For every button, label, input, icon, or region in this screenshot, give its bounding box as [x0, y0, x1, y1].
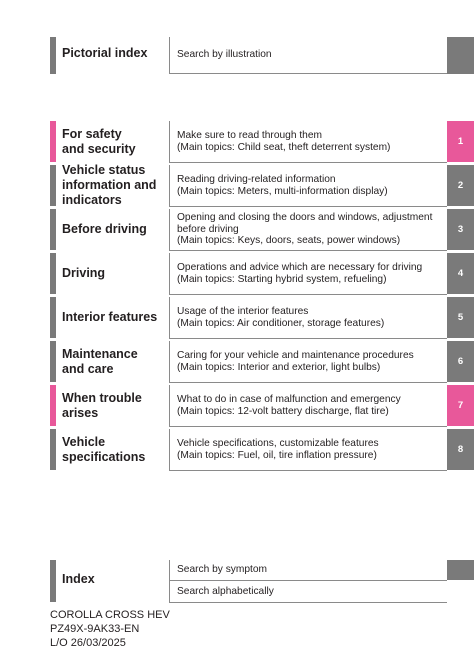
chapter-description-line: Usage of the interior features	[177, 306, 309, 317]
divider	[169, 385, 170, 426]
chapter-description-line: Vehicle specifications, customizable features	[177, 438, 379, 449]
chapter-title-line: Vehicle status	[62, 163, 146, 177]
chapter-description	[177, 121, 442, 162]
chapter-title[interactable]	[62, 253, 105, 294]
chapter-description-line: What to do in case of malfunction and emergency	[177, 394, 401, 405]
divider	[169, 338, 447, 339]
chapter-title-line: When trouble	[62, 390, 142, 405]
divider	[169, 382, 447, 383]
chapter-title-line: information and	[62, 178, 157, 192]
pictorial-index-title[interactable]: Pictorial index	[62, 46, 148, 60]
chapter-description-line: before driving	[177, 223, 239, 235]
footer-model: COROLLA CROSS HEV	[50, 609, 170, 621]
chapter-description-line: (Main topics: 12-volt battery discharge, flat tire)	[177, 405, 389, 417]
chapter-title[interactable]	[62, 209, 147, 250]
chapter-title[interactable]	[62, 429, 145, 470]
divider	[169, 37, 170, 74]
footer-code: PZ49X-9AK33-EN	[50, 623, 140, 635]
chapter-description-line: Opening and closing the doors and windows, adjustment	[177, 212, 433, 224]
chapter-description-line: (Main topics: Meters, multi-information display)	[177, 185, 388, 197]
chapter-bar	[50, 209, 56, 250]
chapter-title[interactable]	[62, 165, 156, 206]
chapter-description-line: Caring for your vehicle and maintenance procedures	[177, 350, 414, 361]
chapter-description-line: Make sure to read through them	[177, 130, 322, 141]
divider	[169, 121, 170, 162]
divider	[169, 209, 170, 250]
chapter-description	[177, 429, 442, 470]
chapter-description-line: (Main topics: Child seat, theft deterrent system)	[177, 141, 391, 153]
divider	[169, 73, 447, 74]
chapter-tab[interactable]: 3	[447, 209, 474, 250]
pictorial-index-bar	[50, 37, 56, 74]
chapter-title[interactable]	[62, 297, 157, 338]
divider	[169, 165, 170, 206]
index-tab	[447, 560, 474, 580]
chapter-tab[interactable]: 2	[447, 165, 474, 206]
chapter-title-line: For safety	[62, 126, 122, 141]
chapter-description	[177, 297, 442, 338]
chapter-title-line: Driving	[62, 266, 106, 280]
chapter-title-line: Interior features	[62, 310, 158, 324]
chapter-description	[177, 165, 442, 206]
chapter-description-line: (Main topics: Starting hybrid system, refueling)	[177, 273, 387, 285]
search-by-illustration-link[interactable]: Search by illustration	[177, 49, 272, 61]
divider	[169, 560, 170, 602]
search-alphabetically-link[interactable]: Search alphabetically	[177, 585, 274, 597]
chapter-bar	[50, 165, 56, 206]
chapter-tab[interactable]: 1	[447, 121, 474, 162]
chapter-description	[177, 209, 442, 250]
chapter-title-line: arises	[62, 405, 99, 420]
chapter-tab[interactable]: 7	[447, 385, 474, 426]
divider	[169, 162, 447, 163]
chapter-bar	[50, 297, 56, 338]
chapter-title-line: and care	[62, 361, 114, 376]
chapter-description-line: Operations and advice which are necessary for driving	[177, 262, 423, 273]
chapter-title[interactable]	[62, 341, 138, 382]
chapter-tab[interactable]: 5	[447, 297, 474, 338]
chapter-bar	[50, 253, 56, 294]
footer-date: L/O 26/03/2025	[50, 637, 126, 649]
divider	[169, 429, 170, 470]
chapter-bar	[50, 385, 56, 426]
chapter-title-line: Before driving	[62, 222, 147, 236]
chapter-title-line: indicators	[62, 193, 122, 207]
chapter-bar	[50, 341, 56, 382]
chapter-tab[interactable]: 6	[447, 341, 474, 382]
index-bar	[50, 560, 56, 602]
chapter-title[interactable]	[62, 121, 136, 162]
divider	[169, 470, 447, 471]
divider	[169, 250, 447, 251]
index-title[interactable]: Index	[62, 571, 95, 586]
chapter-title-line: specifications	[62, 449, 146, 464]
chapter-description-line: (Main topics: Air conditioner, storage features)	[177, 317, 385, 329]
divider	[169, 580, 447, 581]
divider	[169, 602, 447, 603]
pictorial-index-tab	[447, 37, 474, 74]
divider	[169, 341, 170, 382]
chapter-description-line: (Main topics: Interior and exterior, light bulbs)	[177, 361, 381, 373]
chapter-description-line: (Main topics: Keys, doors, seats, power windows)	[177, 235, 401, 247]
chapter-description-line: (Main topics: Fuel, oil, tire inflation pressure)	[177, 449, 377, 461]
chapter-bar	[50, 429, 56, 470]
divider	[169, 206, 447, 207]
chapter-description-line: Reading driving-related information	[177, 174, 336, 185]
divider	[169, 294, 447, 295]
chapter-description	[177, 253, 442, 294]
chapter-title-line: Maintenance	[62, 346, 138, 361]
search-by-symptom-link[interactable]: Search by symptom	[177, 563, 268, 575]
chapter-tab[interactable]: 4	[447, 253, 474, 294]
footer	[50, 608, 170, 650]
divider	[169, 426, 447, 427]
chapter-description	[177, 341, 442, 382]
chapter-title-line: Vehicle	[62, 434, 106, 449]
chapter-description	[177, 385, 442, 426]
chapter-bar	[50, 121, 56, 162]
divider	[169, 297, 170, 338]
chapter-tab[interactable]: 8	[447, 429, 474, 470]
chapter-title[interactable]	[62, 385, 142, 426]
chapter-title-line: and security	[62, 141, 136, 156]
divider	[169, 253, 170, 294]
